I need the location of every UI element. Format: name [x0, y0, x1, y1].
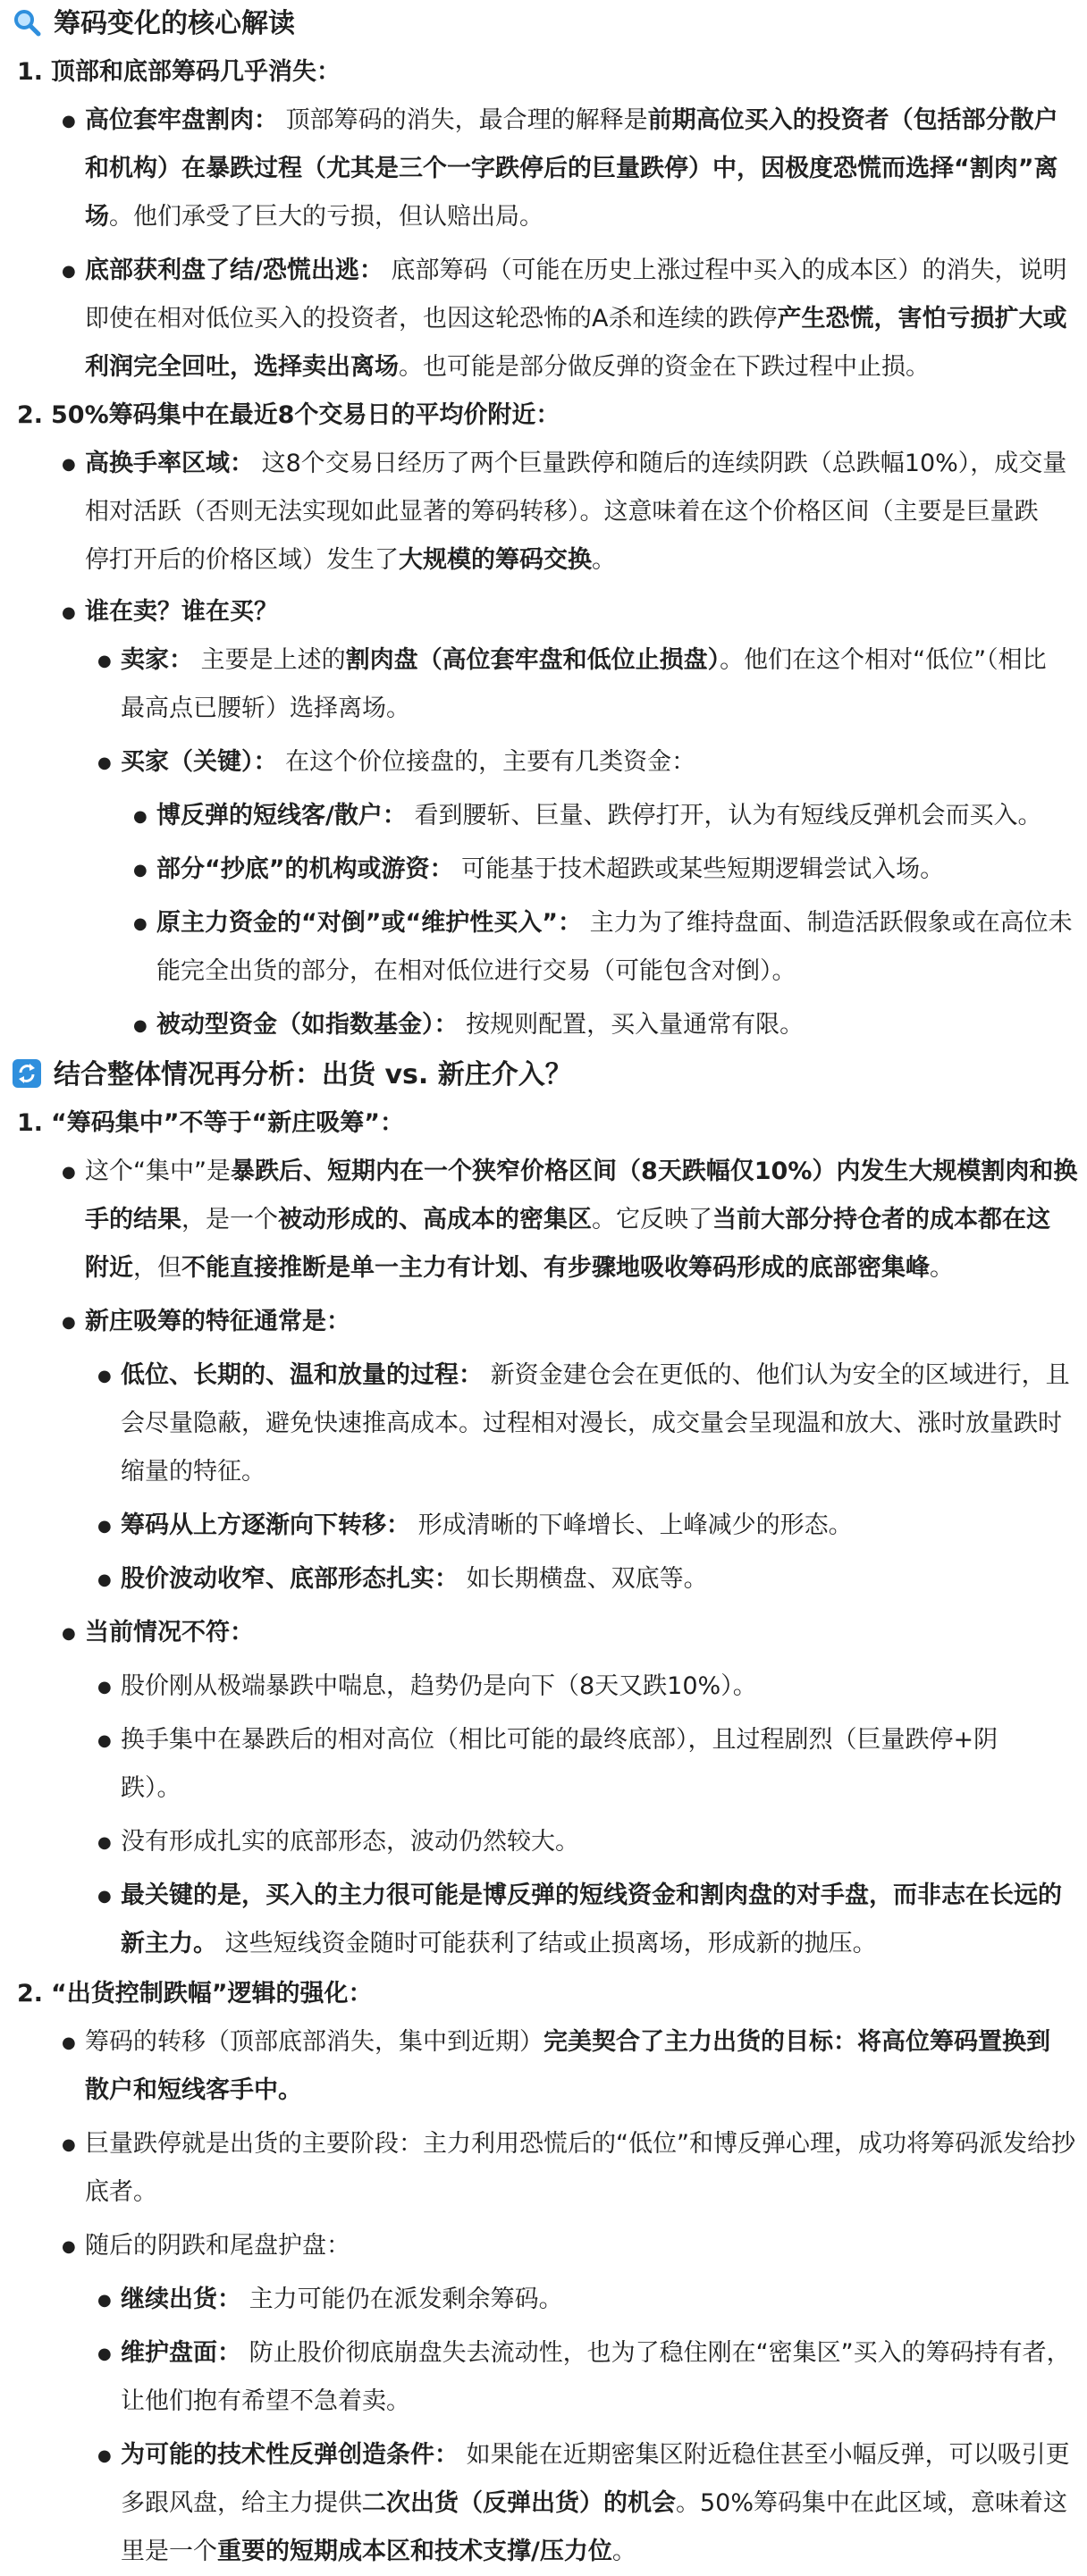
buyer-type-short-term: ● 博反弹的短线客/散户： 看到腰斩、巨量、跌停打开，认为有短线反弹机会而买入。 [133, 792, 1074, 840]
bullet-dot: ● [62, 603, 76, 622]
bullet-dot: ● [62, 112, 76, 130]
sub-bullet-seller: ● 卖家： 主要是上述的割肉盘（高位套牢盘和低位止损盘）。他们在这个相对“低位”（相比 最高点已腰斩）选择离场。 [97, 636, 1074, 733]
bullet-dot: ● [97, 2344, 112, 2363]
sub-bullet-buyer: ● 买家（关键）： 在这个价位接盘的，主要有几类资金： [97, 738, 1074, 787]
mismatch-item-4: ● 最关键的是，买入的主力很可能是博反弹的短线资金和割肉盘的对手盘，而非志在长远的 新主力。 这些短线资金随时可能获利了结或止损离场，形成新的抛压。 [97, 1872, 1074, 1968]
bullet-dot: ● [97, 1833, 112, 1852]
bullet-dot: ● [97, 1517, 112, 1536]
section-2-title: 结合整体情况再分析：出货 vs. 新庄介入？ [54, 1059, 572, 1090]
mismatch-item-3: ● 没有形成扎实的底部形态，波动仍然较大。 [97, 1818, 1074, 1866]
buyer-type-institution: ● 部分“抄底”的机构或游资： 可能基于技术超跌或某些短期逻辑尝试入场。 [133, 846, 1074, 894]
bullet-dot: ● [97, 2291, 112, 2310]
reason-maintain-market: ● 维护盘面： 防止股价彻底崩盘失去流动性，也为了稳住刚在“密集区”买入的筹码持有者， 让他们抱有希望不急着卖。 [97, 2329, 1074, 2426]
bullet-dot: ● [62, 455, 76, 474]
section-1-title: 筹码变化的核心解读 [54, 8, 295, 39]
bullet-dot: ● [62, 2033, 76, 2052]
numbered-item-1: 1. 顶部和底部筹码几乎消失： [17, 58, 341, 86]
bullet-dot: ● [97, 1887, 112, 1906]
bullet-dot: ● [133, 1016, 147, 1035]
numbered-item-2: 2. 50%筹码集中在最近8个交易日的平均价附近： [17, 401, 560, 429]
bullet-limit-down-stage: ● 巨量跌停就是出货的主要阶段：主力利用恐慌后的“低位”和博反弹心理，成功将筹码派发给抄 底者。 [62, 2120, 1074, 2217]
buyer-type-original-main: ● 原主力资金的“对倒”或“维护性买入”： 主力为了维持盘面、制造活跃假象或在高位未 能完全出货的部分，在相对低位进行交易（可能包含对倒）。 [133, 899, 1074, 996]
feature-low-long: ● 低位、长期的、温和放量的过程： 新资金建仓会在更低的、他们认为安全的区域进行，且 会尽量隐蔽，避免快速推高成本。过程相对漫长，成交量会呈现温和放大、涨时放量跌时 缩量的特征。 [97, 1351, 1074, 1496]
bullet-dot: ● [62, 2135, 76, 2154]
bullet-dot: ● [62, 1163, 76, 1182]
mismatch-item-1: ● 股价刚从极端暴跌中喘息，趋势仍是向下（8天又跌10%）。 [97, 1663, 1074, 1711]
bullet-concentration: ● 这个“集中”是暴跌后、短期内在一个狭窄价格区间（8天跌幅仅10%）内发生大规模割肉和换 手的结果，是一个被动形成的、高成本的密集区。它反映了当前大部分持仓者的成本都在这 附近，但不能直接推断是单一主力有计划、有步骤地吸收筹码形成的底部密集峰。 [62, 1148, 1074, 1292]
feature-chips-move-down: ● 筹码从上方逐渐向下转移： 形成清晰的下峰增长、上峰减少的形态。 [97, 1502, 1074, 1550]
bullet-dot: ● [97, 1678, 112, 1696]
bullet-new-dealer-features: ● 新庄吸筹的特征通常是： [62, 1298, 1074, 1346]
feature-narrow-volatility: ● 股价波动收窄、底部形态扎实： 如长期横盘、双底等。 [97, 1555, 1074, 1604]
bullet-who-sells: ● 谁在卖？谁在买？ [62, 588, 1074, 636]
bullet-dot: ● [97, 652, 112, 670]
numbered-item-s2-2: 2. “出货控制跌幅”逻辑的强化： [17, 1980, 373, 2008]
section-2-heading [13, 1051, 1074, 1099]
bullet-dot: ● [97, 753, 112, 772]
reason-continue-selling: ● 继续出货： 主力可能仍在派发剩余筹码。 [97, 2276, 1074, 2324]
bullet-dot: ● [133, 807, 147, 826]
bullet-dot: ● [62, 2237, 76, 2256]
buyer-type-passive: ● 被动型资金（如指数基金）： 按规则配置，买入量通常有限。 [133, 1001, 1074, 1049]
bullet-dot: ● [133, 914, 147, 933]
numbered-item-s2-1: 1. “筹码集中”不等于“新庄吸筹”： [17, 1109, 404, 1137]
section-1-heading [13, 0, 1074, 48]
bullet-current-mismatch: ● 当前情况不符： [62, 1609, 1074, 1657]
bullet-dot: ● [97, 2446, 112, 2465]
bullet-dot: ● [97, 1570, 112, 1589]
bullet-bottom-profit: ● 底部获利盘了结/恐慌出逃： 底部筹码（可能在历史上涨过程中买入的成本区）的消失，说明 即使在相对低位买入的投资者，也因这轮恐怖的A杀和连续的跌停产生恐慌，害怕亏损扩大或 利润完全回吐，选择卖出离场。也可能是部分做反弹的资金在下跌过程中止损。 [62, 247, 1074, 391]
reason-technical-rebound: ● 为可能的技术性反弹创造条件： 如果能在近期密集区附近稳住甚至小幅反弹，可以吸引更 多跟风盘，给主力提供二次出货（反弹出货）的机会。50%筹码集中在此区域，意味着这 里是一个重要的短期成本区和技术支撑/压力位。 [97, 2431, 1074, 2576]
bullet-high-trapped: ● 高位套牢盘割肉： 顶部筹码的消失，最合理的解释是前期高位买入的投资者（包括部分散户 和机构）在暴跌过程（尤其是三个一字跌停后的巨量跌停）中，因极度恐慌而选择“割肉”离 场。他们承受了巨大的亏损，但认赔出局。 [62, 97, 1074, 241]
mismatch-item-2: ● 换手集中在暴跌后的相对高位（相比可能的最终底部），且过程剧烈（巨量跌停+阴 跌）。 [97, 1716, 1074, 1813]
refresh-icon [13, 1059, 41, 1088]
bullet-chip-transfer: ● 筹码的转移（顶部底部消失，集中到近期）完美契合了主力出货的目标：将高位筹码置换到 散户和短线客手中。 [62, 2018, 1074, 2115]
bullet-dot: ● [97, 1367, 112, 1385]
magnifier-icon [13, 8, 41, 37]
bullet-dot: ● [62, 262, 76, 281]
bullet-dot: ● [62, 1624, 76, 1643]
bullet-dot: ● [133, 861, 147, 880]
bullet-dot: ● [62, 1313, 76, 1332]
bullet-dot: ● [97, 1731, 112, 1750]
bullet-slow-decline: ● 随后的阴跌和尾盘护盘： [62, 2222, 1074, 2270]
bullet-high-turnover: ● 高换手率区域： 这8个交易日经历了两个巨量跌停和随后的连续阴跌（总跌幅10%），成交量 相对活跃（否则无法实现如此显著的筹码转移）。这意味着在这个价格区间（主要是巨量跌 停打开后的价格区域）发生了大规模的筹码交换。 [62, 440, 1074, 585]
